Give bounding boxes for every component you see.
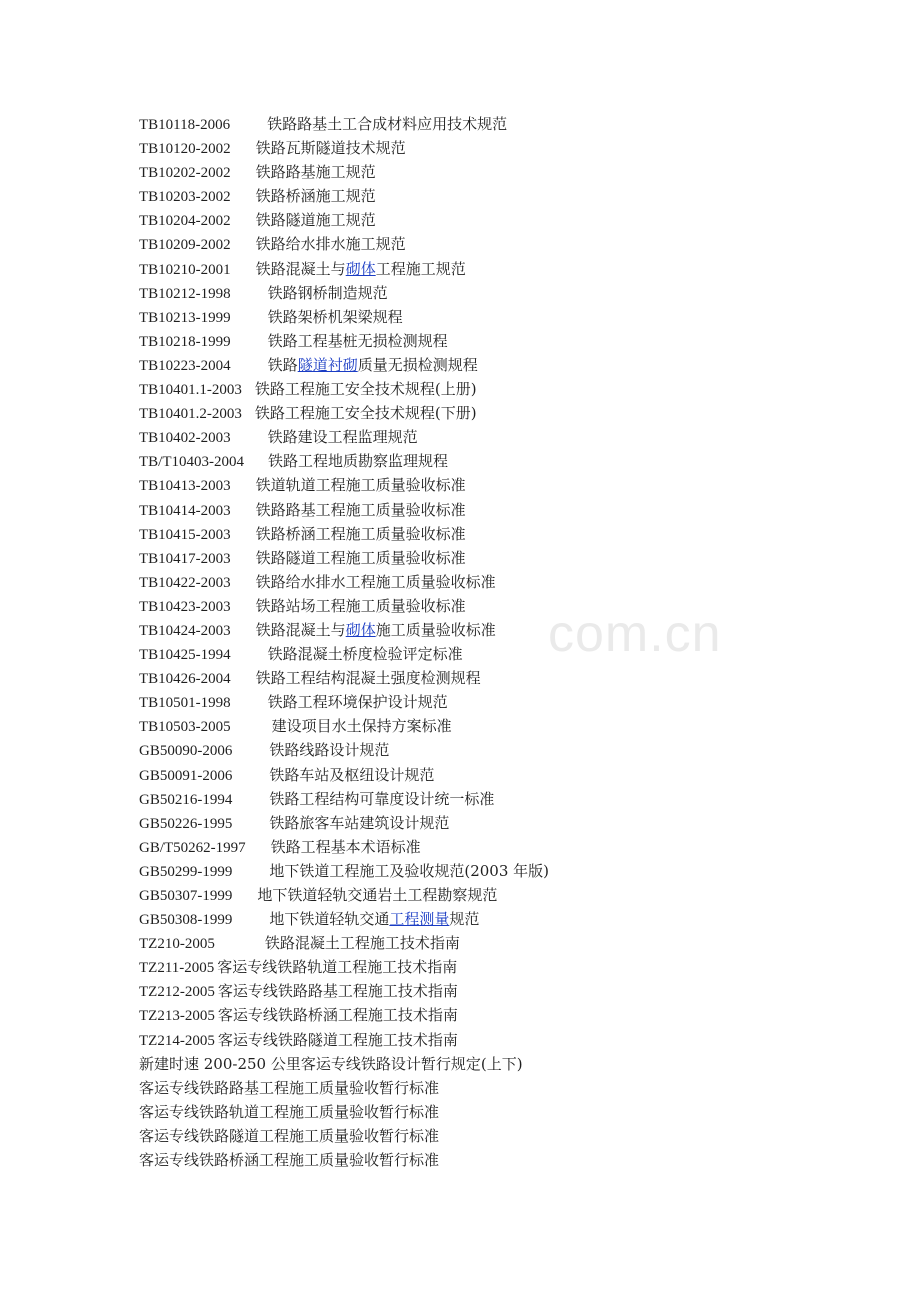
title-text: 工程施工规范	[375, 259, 466, 278]
title-text: 客运专线铁路隧道工程施工技术指南	[217, 1030, 458, 1049]
standard-code: GB/T50262-1997	[139, 839, 246, 856]
standard-code: TB10203-2002	[139, 189, 231, 206]
standard-row	[139, 787, 879, 811]
standard-title	[256, 208, 376, 232]
standard-row	[139, 666, 879, 690]
title-text: 建设项目水土保持方案标准	[271, 717, 452, 736]
standard-row	[139, 883, 879, 907]
standard-code: TB10501-1998	[139, 695, 231, 712]
standard-title	[139, 1076, 439, 1100]
standard-row	[139, 594, 879, 618]
title-text: 铁路给水排水施工规范	[255, 235, 406, 254]
standard-code: TB10120-2002	[139, 141, 231, 158]
standard-code: GB50307-1999	[139, 888, 233, 904]
title-text: 铁路路基工程施工质量验收标准	[255, 500, 466, 519]
standard-code: GB50299-1999	[139, 863, 233, 880]
title-text: 客运专线铁路路基工程施工技术指南	[217, 982, 458, 1001]
title-text: 地下铁道工程施工及验收规范(2003 年版)	[269, 861, 549, 880]
title-text: 铁路瓦斯隧道技术规范	[255, 139, 406, 158]
standard-code: GB50091-2006	[139, 767, 233, 784]
standard-title	[268, 642, 463, 666]
standard-row	[139, 811, 879, 835]
title-text: 铁路混凝土与	[255, 259, 346, 278]
standard-code: TB10209-2002	[139, 237, 231, 254]
standard-code: TB10401.2-2003	[139, 406, 242, 423]
standard-title	[265, 931, 460, 955]
standard-title	[268, 449, 448, 473]
standard-row	[139, 859, 879, 883]
standard-row	[139, 1028, 879, 1052]
standard-row	[139, 498, 879, 522]
keyword-link[interactable]: 砌体	[345, 259, 376, 278]
standard-title	[267, 112, 507, 136]
standard-title	[256, 618, 496, 642]
standard-title	[256, 522, 466, 546]
title-text: 铁路工程施工安全技术规程(下册)	[254, 404, 477, 423]
standard-code: TB10402-2003	[139, 430, 231, 447]
standard-row	[139, 232, 879, 256]
standard-row	[139, 763, 879, 787]
title-text: 铁路线路设计规范	[269, 741, 390, 760]
standard-row	[139, 690, 879, 714]
title-text: 铁路工程地质勘察监理规程	[268, 452, 449, 471]
title-text: 铁路工程结构可靠度设计统一标准	[269, 789, 495, 808]
standard-title	[256, 257, 466, 281]
standard-row	[139, 160, 879, 184]
standard-row	[139, 401, 879, 425]
standard-row	[139, 377, 879, 401]
standard-title	[268, 425, 418, 449]
standard-title	[139, 1148, 439, 1172]
standard-code: TB10414-2003	[139, 502, 231, 519]
title-text: 铁路车站及枢纽设计规范	[269, 765, 435, 784]
standard-code: TB10422-2003	[139, 574, 231, 591]
title-text: 地下铁道轻轨交通	[269, 910, 390, 929]
standard-row	[139, 931, 879, 955]
standard-title	[269, 787, 494, 811]
standard-title	[256, 546, 466, 570]
standard-title	[218, 979, 458, 1003]
standard-title	[256, 136, 406, 160]
keyword-link[interactable]: 砌体	[345, 620, 376, 639]
title-text: 铁路工程基桩无损检测规程	[267, 331, 448, 350]
standard-code: TB10413-2003	[139, 478, 231, 495]
standard-title	[269, 907, 479, 931]
standard-title	[256, 594, 466, 618]
standard-code: GB50226-1995	[139, 815, 233, 832]
title-text: 施工质量验收标准	[375, 620, 496, 639]
standard-row	[139, 449, 879, 473]
title-text: 铁路钢桥制造规范	[267, 283, 388, 302]
keyword-link[interactable]: 隧道衬砌	[297, 355, 358, 374]
standard-row	[139, 570, 879, 594]
standard-row	[139, 642, 879, 666]
standard-code: TB10204-2002	[139, 213, 231, 230]
standard-title	[256, 184, 376, 208]
standard-row	[139, 1052, 879, 1076]
standards-list	[139, 112, 879, 1172]
title-text: 铁路桥涵工程施工质量验收标准	[255, 524, 466, 543]
standard-code: TB/T10403-2004	[139, 454, 244, 471]
standard-row	[139, 305, 879, 329]
standard-title	[269, 859, 549, 883]
title-text: 新建时速 200-250 公里客运专线铁路设计暂行规定(上下)	[139, 1054, 523, 1073]
title-text: 铁路工程基本术语标准	[270, 837, 421, 856]
standard-title	[272, 714, 452, 738]
title-text: 铁路架桥机架梁规程	[267, 307, 403, 326]
standard-title	[218, 1003, 458, 1027]
standard-code: TZ210-2005	[139, 936, 215, 953]
standard-title	[256, 232, 406, 256]
title-text: 铁路隧道施工规范	[255, 211, 376, 230]
standard-code: TB10401.1-2003	[139, 382, 242, 399]
standard-title	[139, 1124, 439, 1148]
title-text: 铁道轨道工程施工质量验收标准	[255, 476, 466, 495]
standard-title	[256, 160, 376, 184]
standard-code: GB50216-1994	[139, 791, 233, 808]
standard-title	[218, 1028, 458, 1052]
standard-title	[268, 305, 403, 329]
standard-code: TB10423-2003	[139, 598, 231, 615]
standard-row	[139, 281, 879, 305]
title-text: 客运专线铁路隧道工程施工质量验收暂行标准	[139, 1126, 440, 1145]
title-text: 铁路站场工程施工质量验收标准	[255, 596, 466, 615]
standard-title	[256, 570, 496, 594]
watermark: com.cn	[548, 605, 722, 663]
title-text: 铁路工程环境保护设计规范	[267, 693, 448, 712]
standard-row	[139, 136, 879, 160]
standard-row	[139, 473, 879, 497]
standard-row	[139, 257, 879, 281]
standard-code: GB50090-2006	[139, 743, 233, 760]
standard-row	[139, 522, 879, 546]
standard-title	[217, 955, 457, 979]
standard-row	[139, 979, 879, 1003]
standard-row	[139, 208, 879, 232]
standard-title	[269, 811, 449, 835]
standard-code: TB10212-1998	[139, 285, 231, 302]
standard-title	[269, 763, 434, 787]
standard-title	[268, 281, 388, 305]
standard-row	[139, 1100, 879, 1124]
title-text: 客运专线铁路轨道工程施工质量验收暂行标准	[139, 1102, 440, 1121]
title-text: 铁路桥涵施工规范	[255, 187, 376, 206]
standard-code: TB10503-2005	[139, 719, 231, 736]
standard-row	[139, 714, 879, 738]
title-text: 铁路建设工程监理规范	[267, 428, 418, 447]
title-text: 地下铁道轻轨交通岩土工程勘察规范	[257, 886, 498, 904]
title-text: 客运专线铁路桥涵工程施工质量验收暂行标准	[139, 1151, 440, 1170]
keyword-link[interactable]: 工程测量	[389, 910, 450, 929]
title-text: 铁路工程施工安全技术规程(上册)	[254, 380, 477, 399]
standard-code: TB10202-2002	[139, 165, 231, 182]
standard-row	[139, 955, 879, 979]
standard-row	[139, 835, 879, 859]
title-text: 铁路隧道工程施工质量验收标准	[255, 548, 466, 567]
standard-code: TB10424-2003	[139, 622, 231, 639]
standard-code: TB10426-2004	[139, 671, 231, 688]
title-text: 铁路混凝土工程施工技术指南	[264, 934, 460, 953]
standard-title	[257, 883, 497, 907]
standard-title	[255, 401, 477, 425]
title-text: 铁路路基土工合成材料应用技术规范	[267, 115, 508, 133]
title-text: 铁路混凝土与	[255, 620, 346, 639]
title-text: 质量无损检测规程	[357, 355, 478, 374]
standard-title	[256, 666, 481, 690]
standard-code: TB10425-1994	[139, 647, 231, 664]
standard-title	[256, 498, 466, 522]
standard-row	[139, 1124, 879, 1148]
standard-title	[271, 835, 421, 859]
standard-code: TZ214-2005	[139, 1032, 215, 1049]
title-text: 规范	[449, 910, 480, 929]
title-text: 铁路工程结构混凝土强度检测规程	[255, 669, 481, 688]
title-text: 铁路	[267, 355, 298, 374]
standard-code: TB10417-2003	[139, 550, 231, 567]
standard-row	[139, 1076, 879, 1100]
standard-row	[139, 738, 879, 762]
standard-title	[139, 1052, 523, 1076]
standard-title	[256, 473, 466, 497]
standard-row	[139, 546, 879, 570]
title-text: 客运专线铁路路基工程施工质量验收暂行标准	[139, 1078, 440, 1097]
standard-code: TZ213-2005	[139, 1008, 215, 1025]
title-text: 铁路路基施工规范	[255, 163, 376, 182]
standard-row	[139, 425, 879, 449]
standard-title	[139, 1100, 439, 1124]
title-text: 客运专线铁路轨道工程施工技术指南	[217, 958, 458, 977]
standard-code: TB10210-2001	[139, 261, 231, 278]
standard-row	[139, 1003, 879, 1027]
standard-row	[139, 907, 879, 931]
standard-row	[139, 112, 879, 136]
standard-row	[139, 353, 879, 377]
standard-row	[139, 618, 879, 642]
standard-row	[139, 1148, 879, 1172]
standard-row	[139, 184, 879, 208]
standard-code: TB10218-1999	[139, 333, 231, 350]
title-text: 铁路旅客车站建筑设计规范	[269, 813, 450, 832]
standard-title	[268, 690, 448, 714]
standard-code: TZ211-2005	[139, 960, 215, 977]
standard-code: TB10223-2004	[139, 357, 231, 374]
standard-code: GB50308-1999	[139, 912, 233, 929]
standard-title	[269, 738, 389, 762]
standard-code: TB10118-2006	[139, 117, 231, 133]
standard-code: TZ212-2005	[139, 984, 215, 1001]
standard-title	[268, 353, 478, 377]
title-text: 铁路混凝土桥度检验评定标准	[267, 645, 463, 664]
title-text: 铁路给水排水工程施工质量验收标准	[255, 572, 496, 591]
title-text: 客运专线铁路桥涵工程施工技术指南	[217, 1006, 458, 1025]
standard-row	[139, 329, 879, 353]
standard-code: TB10213-1999	[139, 309, 231, 326]
standard-title	[255, 377, 477, 401]
standard-title	[268, 329, 448, 353]
standard-code: TB10415-2003	[139, 526, 231, 543]
